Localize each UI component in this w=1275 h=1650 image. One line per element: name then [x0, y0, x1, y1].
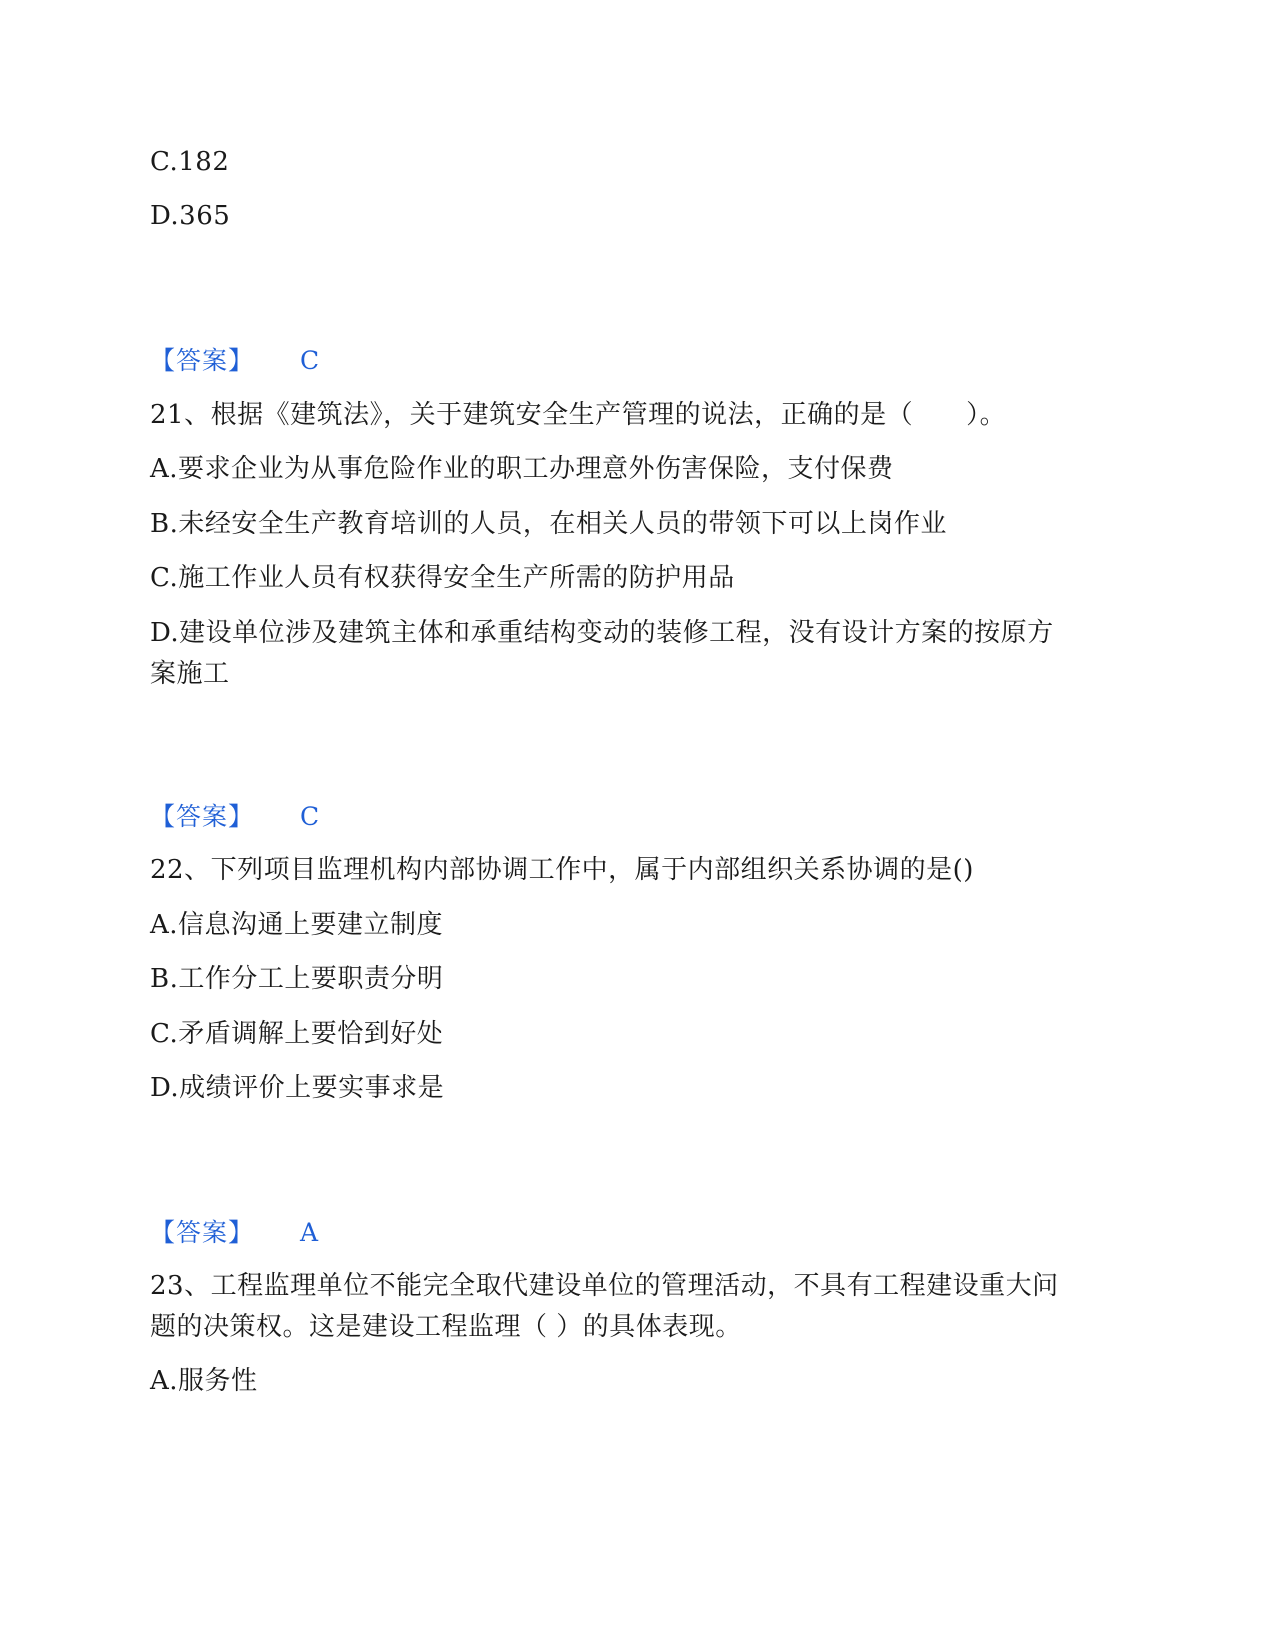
question-22-option-c: C.矛盾调解上要恰到好处 — [150, 1019, 444, 1049]
answer-label: 【答案】 — [150, 1218, 255, 1247]
answer-value: A — [300, 1218, 319, 1247]
answer-row-21 — [150, 796, 319, 838]
question-21-option-d: D.建设单位涉及建筑主体和承重结构变动的装修工程，没有设计方案的按原方案施工 — [150, 618, 1054, 689]
question-21-option-a: A.要求企业为从事危险作业的职工办理意外伤害保险，支付保费 — [150, 454, 894, 484]
question-22-option-b: B.工作分工上要职责分明 — [150, 964, 444, 994]
answer-row-22 — [150, 1212, 318, 1254]
question-21-option-b: B.未经安全生产教育培训的人员，在相关人员的带领下可以上岗作业 — [150, 509, 947, 539]
answer-row-prev — [150, 340, 319, 382]
answer-label: 【答案】 — [150, 346, 255, 375]
question-22-text: 22、下列项目监理机构内部协调工作中，属于内部组织关系协调的是() — [150, 855, 974, 885]
answer-label: 【答案】 — [150, 802, 255, 831]
option-d-prev: D.365 — [150, 201, 231, 231]
question-22-option-a: A.信息沟通上要建立制度 — [150, 910, 444, 940]
question-22-option-d: D.成绩评价上要实事求是 — [150, 1073, 445, 1103]
question-21-option-c: C.施工作业人员有权获得安全生产所需的防护用品 — [150, 563, 735, 593]
option-c-prev: C.182 — [150, 147, 230, 177]
answer-value: C — [300, 802, 320, 831]
question-23-option-a: A.服务性 — [150, 1366, 258, 1396]
question-21-text: 21、根据《建筑法》，关于建筑安全生产管理的说法，正确的是（ ）。 — [150, 400, 1007, 430]
question-23-text: 23、工程监理单位不能完全取代建设单位的管理活动，不具有工程建设重大问题的决策权。这是建设工程监理（ ）的具体表现。 — [150, 1271, 1059, 1342]
answer-value: C — [300, 346, 320, 375]
